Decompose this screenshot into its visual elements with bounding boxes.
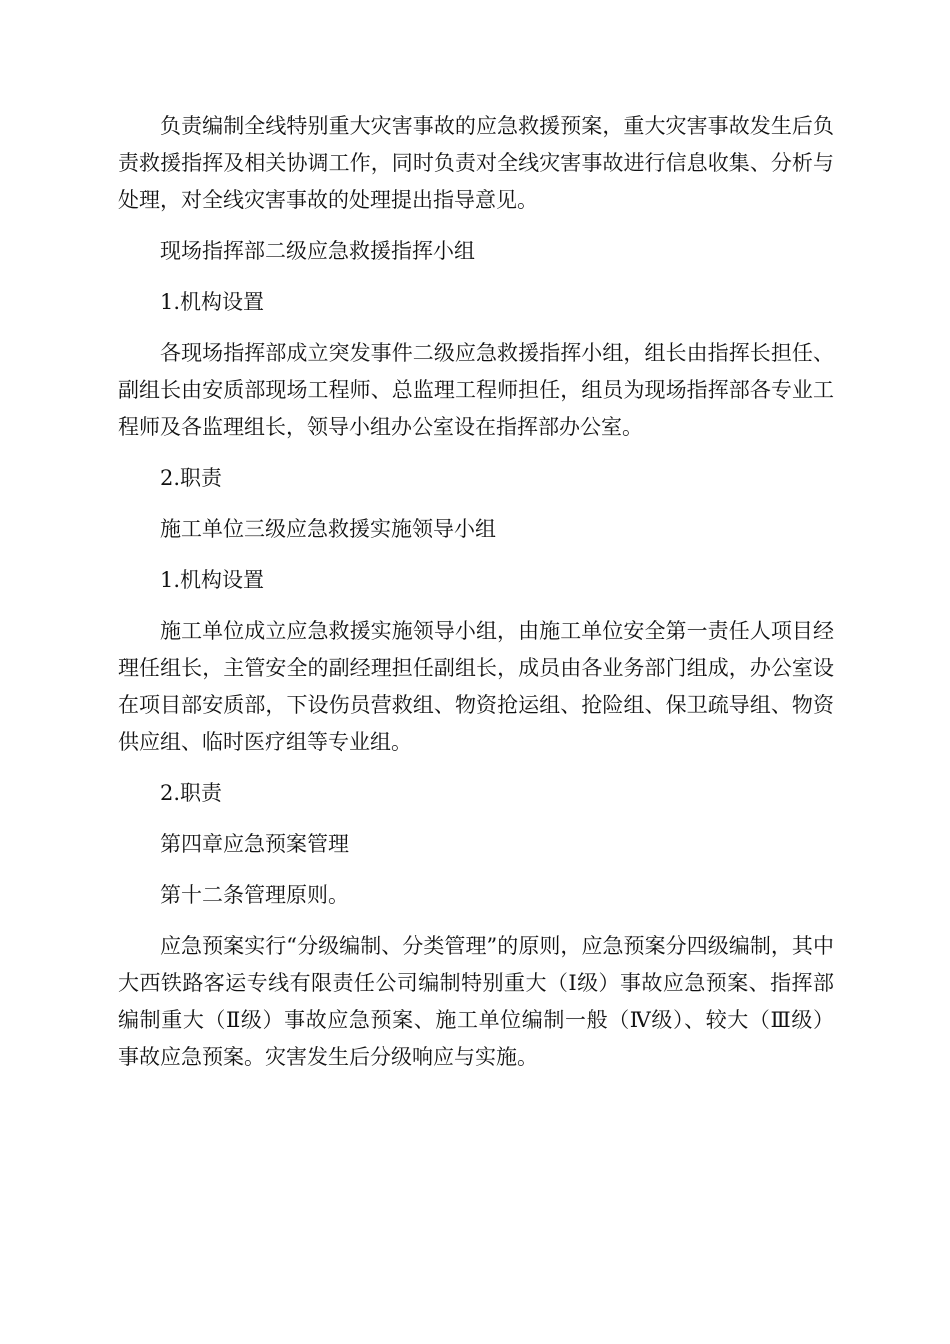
para-hq-duty: 负责编制全线特别重大灾害事故的应急救援预案，重大灾害事故发生后负责救援指挥及相关协调工作，同时负责对全线灾害事故进行信息收集、分析与处理，对全线灾害事故的处理提出指导意见。 bbox=[118, 114, 834, 212]
heading-contractor-group: 施工单位三级应急救援实施领导小组 bbox=[160, 517, 496, 541]
heading-org-setup-1: 1.机构设置 bbox=[160, 290, 265, 314]
heading-duties-2: 2.职责 bbox=[160, 781, 223, 805]
para-site-command-setup: 各现场指挥部成立突发事件二级应急救援指挥小组，组长由指挥长担任、副组长由安质部现场工程师、总监理工程师担任，组员为现场指挥部各专业工程师及各监理组长，领导小组办公室设在指挥部办公室。 bbox=[118, 341, 834, 439]
heading-org-setup-2: 1.机构设置 bbox=[160, 568, 265, 592]
heading-article-12: 第十二条管理原则。 bbox=[160, 883, 349, 907]
heading-chapter-4: 第四章应急预案管理 bbox=[160, 832, 349, 856]
heading-duties-1: 2.职责 bbox=[160, 466, 223, 490]
heading-site-command-group: 现场指挥部二级应急救援指挥小组 bbox=[160, 239, 475, 263]
para-contractor-setup: 施工单位成立应急救援实施领导小组，由施工单位安全第一责任人项目经理任组长，主管安全的副经理担任副组长，成员由各业务部门组成，办公室设在项目部安质部，下设伤员营救组、物资抢运组、抢险组、保卫疏导组、物资供应组、临时医疗组等专业组。 bbox=[118, 619, 834, 754]
document-page bbox=[118, 108, 834, 1090]
para-management-principle: 应急预案实行“分级编制、分类管理”的原则，应急预案分四级编制，其中大西铁路客运专线有限责任公司编制特别重大（Ⅰ级）事故应急预案、指挥部编制重大（Ⅱ级）事故应急预案、施工单位编制一般（Ⅳ级）、较大（Ⅲ级）事故应急预案。灾害发生后分级响应与实施。 bbox=[118, 934, 834, 1069]
